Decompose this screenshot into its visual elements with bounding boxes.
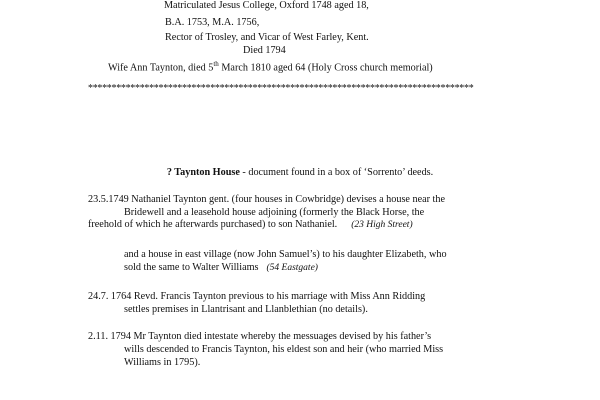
entry-east-village-line-2 <box>124 262 318 274</box>
entry-1794-line-1: 2.11. 1794 Mr Taynton died intestate whereby the messuages devised by his father’s <box>88 331 432 342</box>
wife-line <box>108 58 433 74</box>
entry-1749-line-1: 23.5.1749 Nathaniel Taynton gent. (four houses in Cowbridge) devises a house near the <box>88 194 445 205</box>
matriculation-line: Matriculated Jesus College, Oxford 1748 aged 18, <box>164 0 369 11</box>
entry-1749-address: (23 High Street) <box>351 220 413 230</box>
wife-text-end: March 1810 aged 64 (Holy Cross church memorial) <box>218 62 433 74</box>
section-heading-note: - document found in a box of ‘Sorrento’ deeds. <box>239 167 434 178</box>
entry-1764-line-2: settles premises in Llantrisant and Llanblethian (no details). <box>124 304 368 315</box>
entry-1764-line-1: 24.7. 1764 Revd. Francis Taynton previous to his marriage with Miss Ann Ridding <box>88 291 426 302</box>
wife-date-superscript: th <box>213 60 219 68</box>
section-heading <box>0 167 600 179</box>
degrees-line: B.A. 1753, M.A. 1756, <box>165 17 260 28</box>
died-line: Died 1794 <box>243 45 286 56</box>
entry-east-village-line-2-text: sold the same to Walter Williams <box>124 262 259 273</box>
entry-1749-line-3-text: freehold of which he afterwards purchased) to son Nathaniel. <box>88 219 338 230</box>
entry-1749-line-2: Bridewell and a leasehold house adjoining (formerly the Black Horse, the <box>124 207 425 218</box>
wife-text-start: Wife Ann Taynton, died 5 <box>108 62 214 74</box>
asterisk-separator: ********************************************************************************** <box>88 83 474 94</box>
entry-1794-line-3: Williams in 1795). <box>124 357 201 368</box>
entry-east-village-address: (54 Eastgate) <box>266 263 318 273</box>
section-heading-title: ? Taynton House <box>166 167 240 178</box>
rector-line: Rector of Trosley, and Vicar of West Farley, Kent. <box>165 32 369 43</box>
entry-1749-line-3 <box>88 219 413 231</box>
entry-1794-line-2: wills descended to Francis Taynton, his eldest son and heir (who married Miss <box>124 344 444 355</box>
entry-east-village-line-1: and a house in east village (now John Samuel’s) to his daughter Elizabeth, who <box>124 249 447 260</box>
